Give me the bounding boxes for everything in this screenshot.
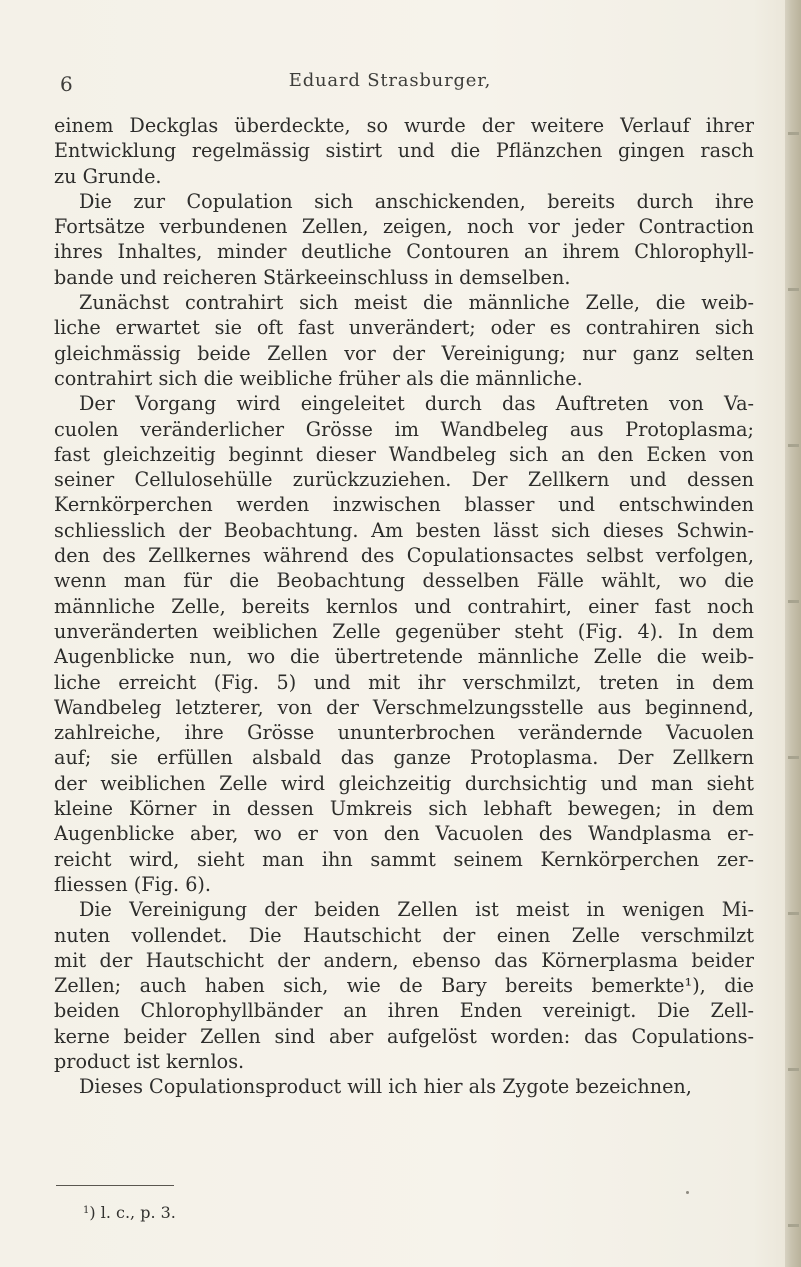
text-line: beiden Chlorophyllbänder an ihren Enden vereinigt. Die Zell- — [54, 999, 754, 1023]
text-line: kleine Körner in dessen Umkreis sich lebhaft bewegen; in dem — [54, 797, 754, 821]
text-line: kerne beider Zellen sind aber aufgelöst worden: das Copulations- — [54, 1024, 754, 1048]
text-line: fast gleichzeitig beginnt dieser Wandbeleg sich an den Ecken von — [54, 442, 754, 466]
text-line: Kernkörperchen werden inzwischen blasser und entschwinden — [54, 493, 754, 517]
text-line: unveränderten weiblichen Zelle gegenüber steht (Fig. 4). In dem — [54, 619, 754, 643]
text-line: cuolen veränderlicher Grösse im Wandbeleg aus Protoplasma; — [54, 417, 754, 441]
footnote-marker: 1 — [83, 1205, 90, 1216]
text-line: den des Zellkernes während des Copulationsactes selbst verfolgen, — [54, 544, 754, 568]
text-line: gleichmässig beide Zellen vor der Vereinigung; nur ganz selten — [54, 341, 754, 365]
text-line: Die Vereinigung der beiden Zellen ist meist in wenigen Mi- — [79, 898, 754, 922]
text-line: Fortsätze verbundenen Zellen, zeigen, noch vor jeder Contraction — [54, 215, 754, 239]
text-line: zu Grunde. — [54, 164, 162, 188]
footnote — [83, 1203, 176, 1222]
text-line: Wandbeleg letzterer, von der Verschmelzungsstelle aus beginnend, — [54, 695, 754, 719]
page-number: 6 — [60, 72, 74, 96]
text-line: der weiblichen Zelle wird gleichzeitig durchsichtig und man sieht — [54, 771, 754, 795]
print-speck — [686, 1191, 689, 1194]
text-line: nuten vollendet. Die Hautschicht der einen Zelle verschmilzt — [54, 923, 754, 947]
gutter-mark — [788, 756, 799, 759]
text-line: contrahirt sich die weibliche früher als die männliche. — [54, 366, 583, 390]
text-line: mit der Hautschicht der andern, ebenso das Körnerplasma beider — [54, 948, 754, 972]
footnote-text: ) l. c., p. 3. — [89, 1203, 176, 1222]
text-line: seiner Cellulosehülle zurückzuziehen. Der Zellkern und dessen — [54, 468, 754, 492]
text-line: product ist kernlos. — [54, 1049, 245, 1073]
text-line: bande und reicheren Stärkeeinschluss in demselben. — [54, 265, 571, 289]
text-line: fliessen (Fig. 6). — [54, 872, 212, 896]
text-line: schliesslich der Beobachtung. Am besten lässt sich dieses Schwin- — [54, 518, 754, 542]
gutter-mark — [788, 912, 799, 915]
text-line: einem Deckglas überdeckte, so wurde der weitere Verlauf ihrer — [54, 114, 754, 137]
text-line: liche erwartet sie oft fast unverändert; oder es contrahiren sich — [54, 316, 754, 340]
text-line: Der Vorgang wird eingeleitet durch das Auftreten von Va- — [79, 392, 754, 416]
text-line: Augenblicke aber, wo er von den Vacuolen des Wandplasma er- — [54, 822, 754, 846]
gutter-mark — [788, 1224, 799, 1227]
text-line: Entwicklung regelmässig sistirt und die Pflänzchen gingen rasch — [54, 139, 754, 163]
text-line: Zunächst contrahirt sich meist die männliche Zelle, die weib- — [79, 291, 754, 315]
text-line: Zellen; auch haben sich, wie de Bary bereits bemerkte¹), die — [54, 974, 754, 998]
text-line: Die zur Copulation sich anschickenden, bereits durch ihre — [79, 189, 754, 213]
page-gutter-edge — [785, 0, 801, 1267]
page-header — [60, 62, 720, 100]
text-line: männliche Zelle, bereits kernlos und contrahirt, einer fast noch — [54, 594, 754, 618]
gutter-mark — [788, 1068, 799, 1071]
gutter-mark — [788, 600, 799, 603]
text-line: liche erreicht (Fig. 5) und mit ihr verschmilzt, treten in dem — [54, 670, 754, 694]
text-line: ihres Inhaltes, minder deutliche Contouren an ihrem Chlorophyll- — [54, 240, 754, 264]
running-head: Eduard Strasburger, — [288, 70, 492, 91]
text-line: zahlreiche, ihre Grösse ununterbrochen verändernde Vacuolen — [54, 721, 754, 745]
text-line: wenn man für die Beobachtung desselben Fälle wählt, wo die — [54, 569, 754, 593]
text-line: Augenblicke nun, wo die übertretende männliche Zelle die weib- — [54, 645, 754, 669]
footnote-rule — [56, 1185, 174, 1186]
text-line: reicht wird, sieht man ihn sammt seinem Kernkörperchen zer- — [54, 847, 754, 871]
body-text — [54, 113, 754, 1100]
text-line: auf; sie erfüllen alsbald das ganze Protoplasma. Der Zellkern — [54, 746, 754, 770]
gutter-mark — [788, 132, 799, 135]
text-line: Dieses Copulationsproduct will ich hier als Zygote bezeichnen, — [79, 1075, 692, 1099]
gutter-mark — [788, 444, 799, 447]
gutter-mark — [788, 288, 799, 291]
